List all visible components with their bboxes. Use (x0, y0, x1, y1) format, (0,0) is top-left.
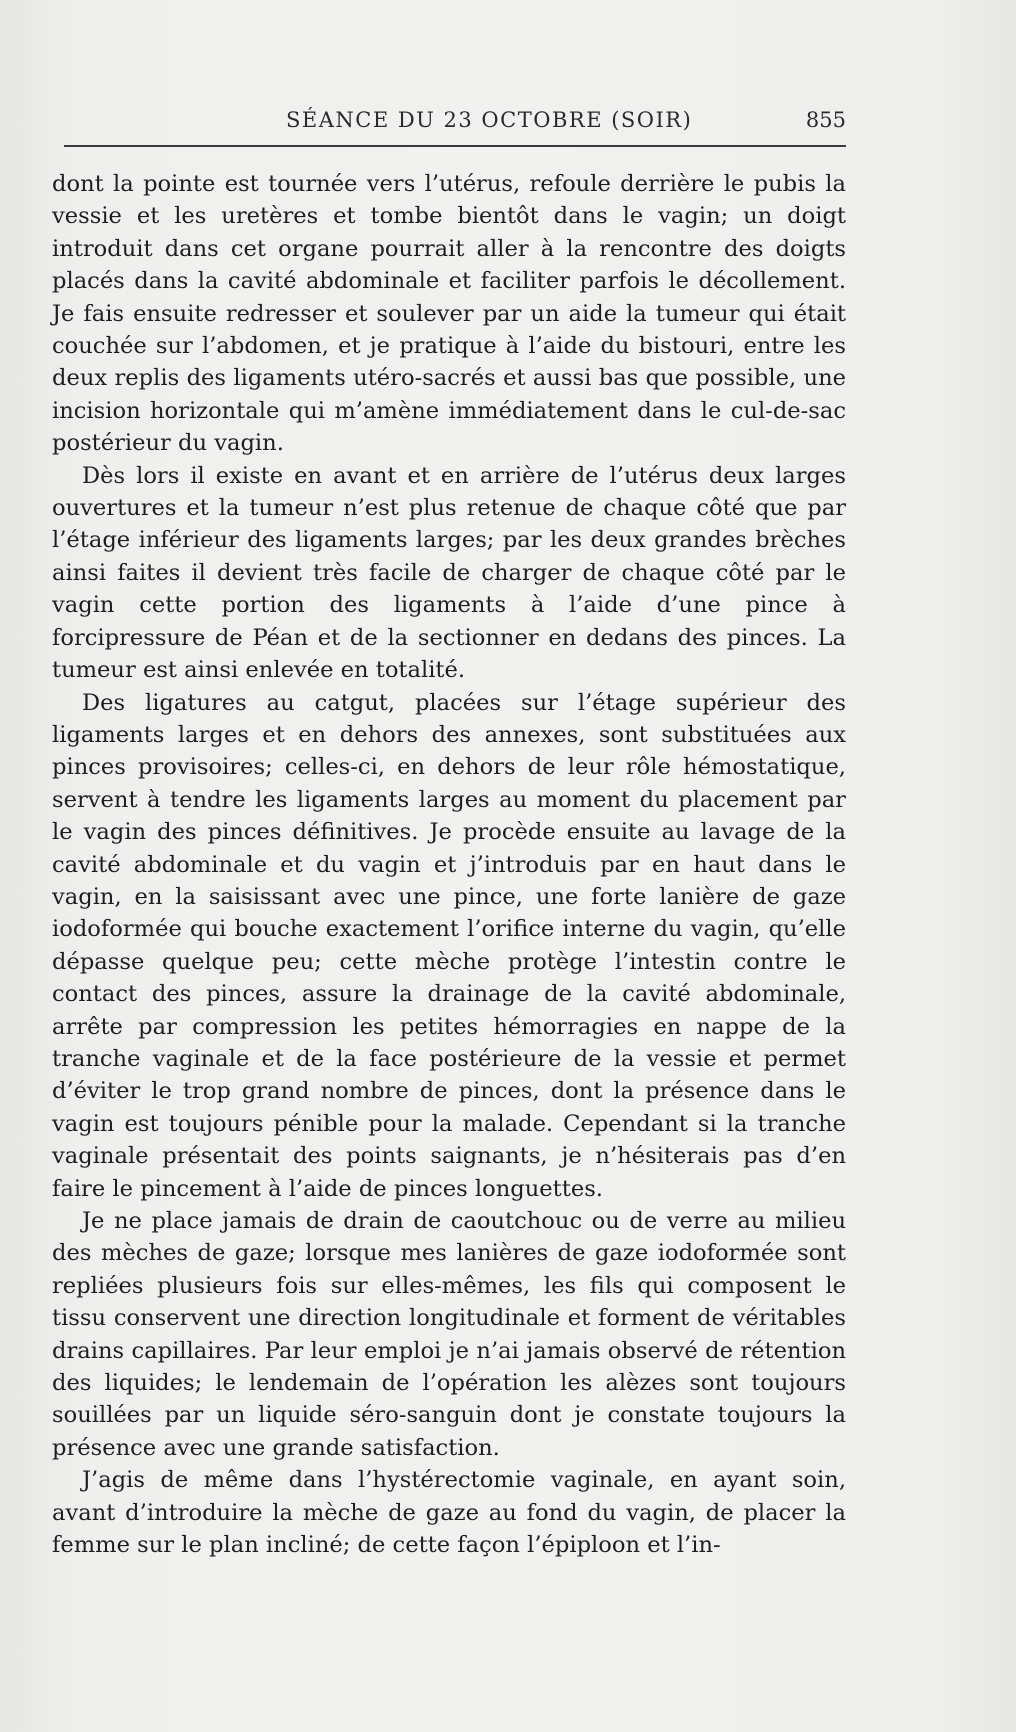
paragraph-5: J’agis de même dans l’hystérectomie vaginale, en ayant soin, avant d’introduire la mèche de gaze au fond du vagin, de placer la femme sur le plan incliné; de cette façon l’épiploon et l’in- (52, 1467, 846, 1559)
body-text (52, 168, 846, 1561)
paragraph-2: Dès lors il existe en avant et en arrière de l’utérus deux larges ouvertures et la tumeur n’est plus retenue de chaque côté que par l’étage inférieur des ligaments larges; par les deux grandes brèches ainsi faites il devient très facile de charger de chaque côté par le vagin cette portion des ligaments à l’aide d’une pince à forcipressure de Péan et de la sectionner en dedans des pinces. La tumeur est ainsi enlevée en totalité. (52, 462, 846, 684)
paragraph-1: dont la pointe est tournée vers l’utérus, refoule derrière le pubis la vessie et les uretères et tombe bientôt dans le vagin; un doigt introduit dans cet organe pourrait aller à la rencontre des doigts placés dans la cavité abdominale et faciliter parfois le décollement. Je fais ensuite redresser et soulever par un aide la tumeur qui était couchée sur l’abdomen, et je pratique à l’aide du bistouri, entre les deux replis des ligaments utéro-sacrés et aussi bas que possible, une incision horizontale qui m’amène immédiatement dans le cul-de-sac postérieur du vagin. (52, 171, 846, 457)
paragraph-4: Je ne place jamais de drain de caoutchouc ou de verre au milieu des mèches de gaze; lorsque mes lanières de gaze iodoformée sont repliées plusieurs fois sur elles-mêmes, les fils qui composent le tissu conservent une direction longitudinale et forment de véritables drains capillaires. Par leur emploi je n’ai jamais observé de rétention des liquides; le lendemain de l’opération les alèzes sont toujours souillées par un liquide séro-sanguin dont je constate toujours la présence avec une grande satisfaction. (52, 1208, 846, 1461)
page-number: 855 (805, 108, 846, 132)
header-rule (64, 145, 846, 147)
paragraph-3: Des ligatures au catgut, placées sur l’étage supérieur des ligaments larges et en dehors des annexes, sont substituées aux pinces provisoires; celles-ci, en dehors de leur rôle hémostatique, servent à tendre les ligaments larges au moment du placement par le vagin des pinces définitives. Je procède ensuite au lavage de la cavité abdominale et du vagin et j’introduis par en haut dans le vagin, en la saisissant avec une pince, une forte lanière de gaze iodoformée qui bouche exactement l’orifice interne du vagin, qu’elle dépasse quelque peu; cette mèche protège l’intestin contre le contact des pinces, assure la drainage de la cavité abdominale, arrête par compression les petites hémorragies en nappe de la tranche vaginale et de la face postérieure de la vessie et permet d’éviter le trop grand nombre de pinces, dont la présence dans le vagin est toujours pénible pour la malade. Cependant si la tranche vaginale présentait des points saignants, je n’hésiterais pas d’en faire le pincement à l’aide de pinces longuettes. (52, 689, 846, 1202)
page-header (56, 104, 846, 138)
running-head: SÉANCE DU 23 OCTOBRE (SOIR) (286, 108, 693, 132)
